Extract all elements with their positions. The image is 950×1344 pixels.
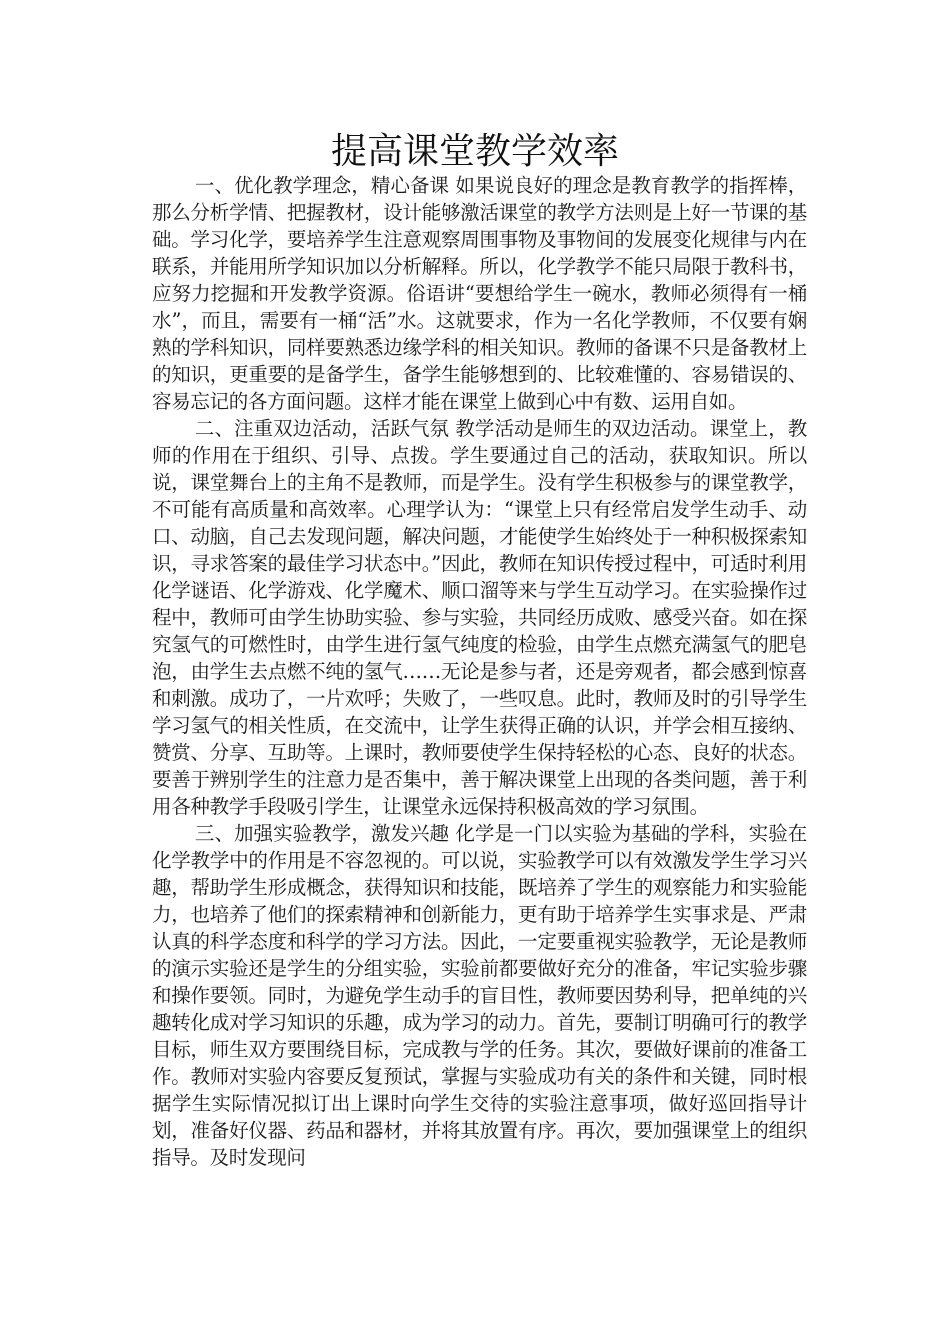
paragraph-1: 一、优化教学理念，精心备课 如果说良好的理念是教育教学的指挥棒，那么分析学情、把握教材，设计能够激活课堂的教学方法则是上好一节课的基础。学习化学，要培养学生注意观察周围事物及事物间的发展变化规律与内在联系，并能用所学知识加以分析解释。所以，化学教学不能只局限于教科书，应努力挖掘和开发教学资源。俗语讲“要想给学生一碗水，教师必须得有一桶水”，而且，需要有一桶“活”水。这就要求，作为一名化学教师，不仅要有娴熟的学科知识，同样要熟悉边缘学科的相关知识。教师的备课不只是备教材上的知识，更重要的是备学生，备学生能够想到的、比较难懂的、容易错误的、容易忘记的各方面问题。这样才能在课堂上做到心中有数、运用自如。	[152, 174, 807, 413]
document-title: 提高课堂教学效率	[330, 131, 619, 172]
paragraph-2: 二、注重双边活动，活跃气氛 教学活动是师生的双边活动。课堂上，教师的作用在于组织、引导、点拨。学生要通过自己的活动，获取知识。所以说，课堂舞台上的主角不是教师，而是学生。没有学生积极参与的课堂教学，不可能有高质量和高效率。心理学认为：“课堂上只有经常启发学生动手、动口、动脑，自己去发现问题，解决问题，才能使学生始终处于一种积极探索知识，寻求答案的最佳学习状态中。”因此，教师在知识传授过程中，可适时利用化学谜语、化学游戏、化学魔术、顺口溜等来与学生互动学习。在实验操作过程中，教师可由学生协助实验、参与实验，共同经历成败、感受兴奋。如在探究氢气的可燃性时，由学生进行氢气纯度的检验，由学生点燃充满氢气的肥皂泡，由学生去点燃不纯的氢气……无论是参与者，还是旁观者，都会感到惊喜和刺激。成功了，一片欢呼；失败了，一些叹息。此时，教师及时的引导学生学习氢气的相关性质，在交流中，让学生获得正确的认识，并学会相互接纳、赞赏、分享、互助等。上课时，教师要使学生保持轻松的心态、良好的状态。要善于辨别学生的注意力是否集中，善于解决课堂上出现的各类问题，善于利用各种教学手段吸引学生，让课堂永远保持积极高效的学习氛围。	[152, 417, 807, 818]
paragraph-3: 三、加强实验教学，激发兴趣 化学是一门以实验为基础的学科，实验在化学教学中的作用是不容忽视的。可以说，实验教学可以有效激发学生学习兴趣，帮助学生形成概念，获得知识和技能，既培养了学生的观察能力和实验能力，也培养了他们的探索精神和创新能力，更有助于培养学生实事求是、严肃认真的科学态度和科学的学习方法。因此，一定要重视实验教学，无论是教师的演示实验还是学生的分组实验，实验前都要做好充分的准备，牢记实验步骤和操作要领。同时，为避免学生动手的盲目性，教师要因势利导，把单纯的兴趣转化成对学习知识的乐趣，成为学习的动力。首先，要制订明确可行的教学目标，师生双方要围绕目标，完成教与学的任务。其次，要做好课前的准备工作。教师对实验内容要反复预试，掌握与实验成功有关的条件和关键，同时根据学生实际情况拟订出上课时向学生交待的实验注意事项，做好巡回指导计划，准备好仪器、药品和器材，并将其放置有序。再次，要加强课堂上的组织指导。及时发现问	[152, 822, 807, 1169]
document-body	[152, 172, 807, 1171]
